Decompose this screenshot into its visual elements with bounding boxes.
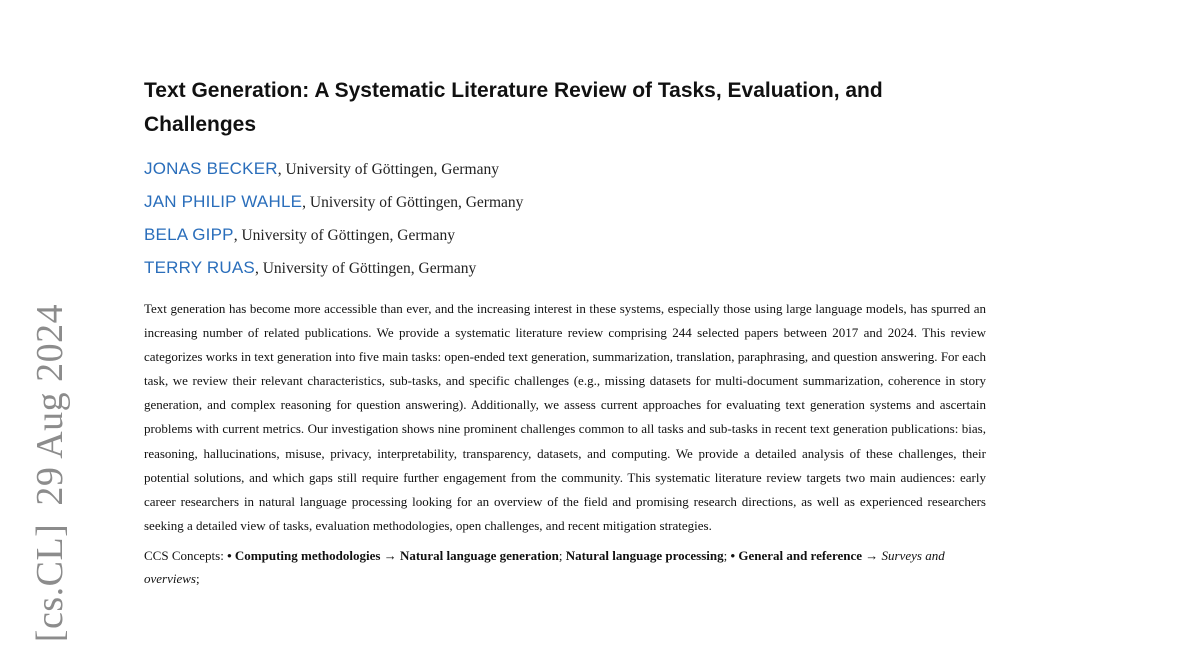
author-list xyxy=(144,153,986,285)
ccs-concepts xyxy=(144,544,986,590)
paper-title: Text Generation: A Systematic Literature Review of Tasks, Evaluation, and Challenges xyxy=(144,79,883,136)
author-affiliation: University of Göttingen, Germany xyxy=(241,227,455,244)
ccs-arrow: → xyxy=(865,547,879,563)
ccs-concept: Natural language generation xyxy=(399,547,559,563)
ccs-concept: Natural language processing xyxy=(565,547,724,563)
ccs-category-head: Computing methodologies xyxy=(234,547,381,563)
paper-front-matter xyxy=(144,74,986,590)
ccs-separator: ; xyxy=(723,547,728,563)
author-name-link[interactable]: BELA GIPP xyxy=(144,225,234,244)
author-line: TERRY RUAS, University of Göttingen, Germany xyxy=(144,258,477,277)
arxiv-date: 29 Aug 2024 xyxy=(29,303,71,506)
ccs-separator: ; xyxy=(195,570,200,586)
ccs-bullet: • xyxy=(227,547,232,563)
author-line: BELA GIPP, University of Göttingen, Germany xyxy=(144,225,455,244)
author-affiliation: University of Göttingen, Germany xyxy=(285,161,499,178)
ccs-label: CCS Concepts: xyxy=(144,547,224,563)
author-line: JAN PHILIP WAHLE, University of Göttingen, Germany xyxy=(144,192,524,211)
author-name-link[interactable]: JONAS BECKER xyxy=(144,159,278,178)
ccs-separator: ; xyxy=(558,547,563,563)
author-affiliation: University of Göttingen, Germany xyxy=(262,260,477,277)
ccs-concept: Surveys and overviews xyxy=(144,547,945,586)
author-name-link[interactable]: TERRY RUAS xyxy=(144,258,255,277)
author-affiliation: University of Göttingen, Germany xyxy=(309,194,524,211)
abstract-paragraph: Text generation has become more accessible than ever, and the increasing interest in these systems, especially those using large language models, has spurred an increasing number of related publications. We provide a systematic literature review comprising 244 selected papers between 2017 and 2024. This review categorizes works in text generation into five main tasks: open-ended text generation, summarization, translation, paraphrasing, and question answering. For each task, we review their relevant characteristics, sub-tasks, and specific challenges (e.g., missing datasets for multi-document summarization, coherence in story generation, and complex reasoning for question answering). Additionally, we assess current approaches for evaluating text generation systems and ascertain problems with current metrics. Our investigation shows nine prominent challenges common to all tasks and sub-tasks in recent text generation publications: bias, reasoning, hallucinations, misuse, privacy, interpretability, transparency, datasets, and computing. We provide a detailed analysis of these challenges, their potential solutions, and which gaps still require further engagement from the community. This systematic literature review targets two main audiences: early career researchers in natural language processing looking for an overview of the field and promising research directions, as well as experienced researchers seeking a detailed view of tasks, evaluation methodologies, open challenges, and recent mitigation strategies. xyxy=(144,301,986,533)
author-name-link[interactable]: JAN PHILIP WAHLE xyxy=(144,192,303,211)
ccs-bullet: • xyxy=(730,547,736,563)
ccs-category-head: General and reference xyxy=(738,547,863,563)
ccs-arrow: → xyxy=(383,547,397,563)
arxiv-side-stamp xyxy=(28,300,72,646)
author-line: JONAS BECKER, University of Göttingen, Germany xyxy=(144,159,499,178)
arxiv-category: [cs.CL] xyxy=(29,523,71,643)
